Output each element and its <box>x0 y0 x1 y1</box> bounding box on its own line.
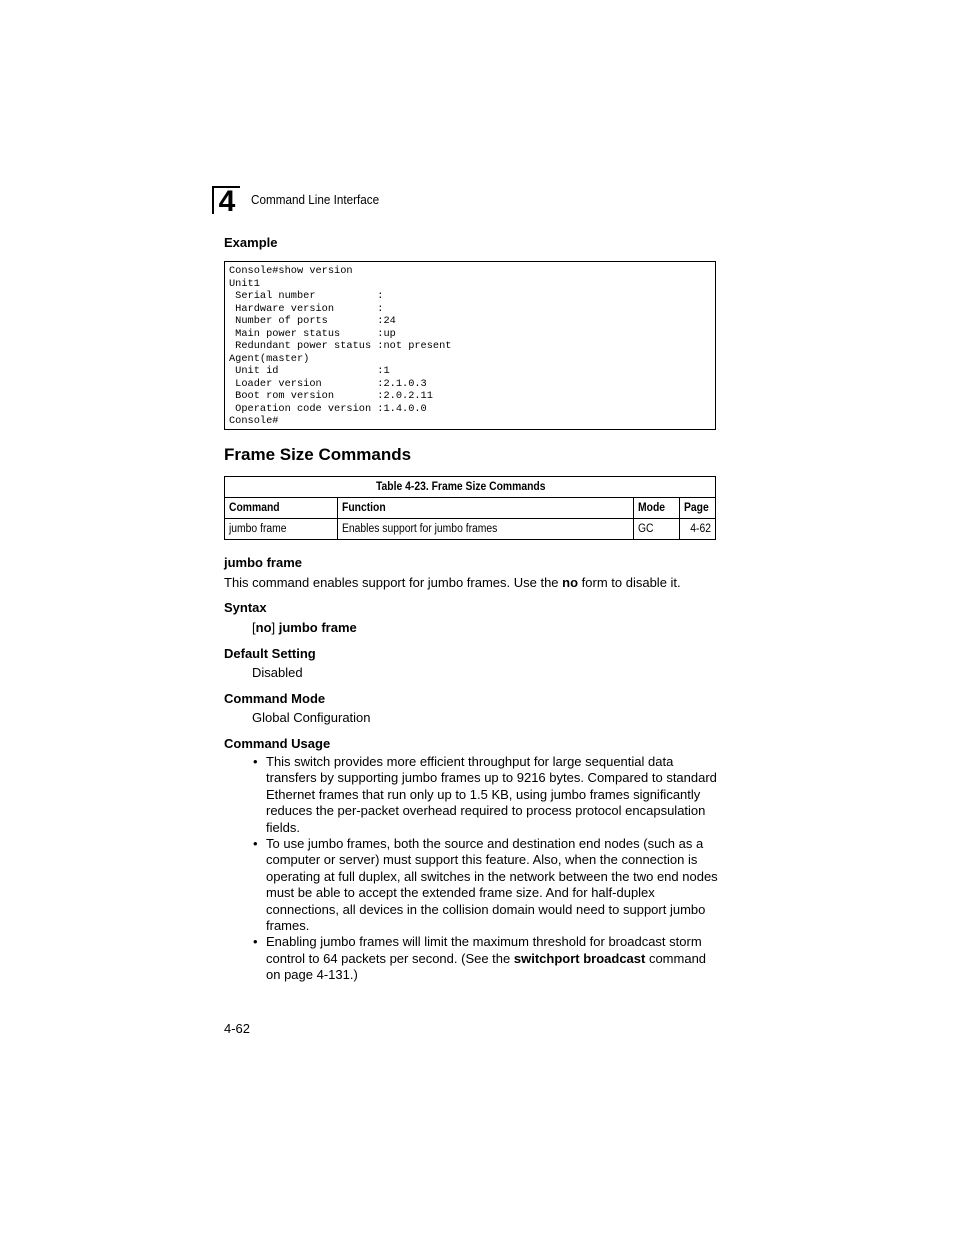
command-usage-heading: Command Usage <box>224 736 331 751</box>
command-name: jumbo frame <box>224 555 303 570</box>
cell-mode: GC <box>633 519 679 540</box>
code-line: Redundant power status :not present <box>229 340 452 352</box>
example-heading: Example <box>224 235 278 250</box>
frame-size-commands-table <box>224 476 716 540</box>
code-line: Main power status :up <box>229 327 396 340</box>
column-header-function: Function <box>337 498 633 519</box>
column-header-page: Page <box>679 498 716 519</box>
cell-function: Enables support for jumbo frames <box>337 519 633 540</box>
command-mode-heading: Command Mode <box>224 691 326 706</box>
column-header-command: Command <box>225 498 338 519</box>
command-usage-list <box>252 754 718 984</box>
code-line: Number of ports :24 <box>229 315 396 327</box>
cell-command: jumbo frame <box>225 519 338 540</box>
page-number: 4-62 <box>224 1021 251 1036</box>
cell-page: 4-62 <box>679 519 716 540</box>
table-caption: Table 4-23. Frame Size Commands <box>225 477 716 498</box>
code-line: Serial number : <box>229 290 384 302</box>
code-line: Agent(master) <box>229 352 310 365</box>
syntax-heading: Syntax <box>224 600 267 615</box>
chapter-number: 4 <box>212 186 240 214</box>
code-line: Console# <box>229 415 279 427</box>
code-line: Unit id :1 <box>229 365 390 377</box>
default-setting-value: Disabled <box>252 665 303 680</box>
table-row <box>225 519 716 540</box>
code-line: Console#show version <box>229 265 353 277</box>
list-item: • This switch provides more efficient throughput for large sequential data transfers by supporting jumbo frames up to 9216 bytes. Compared to standard Ethernet frames that run only up to 1.5 KB, using jumbo frames significantly reduces the per-packet overhead required to process protocol encapsulation fields. <box>252 754 718 836</box>
code-line: Unit1 <box>229 277 260 290</box>
code-line: Hardware version : <box>229 302 384 315</box>
table-header-row <box>225 498 716 519</box>
command-description: This command enables support for jumbo frames. Use the no form to disable it. <box>224 575 681 590</box>
syntax-line: [no] jumbo frame <box>252 620 357 635</box>
list-item: • Enabling jumbo frames will limit the maximum threshold for broadcast storm control to 64 packets per second. (See the switchport broadcast command on page 4-131.) <box>252 934 718 983</box>
list-item: • To use jumbo frames, both the source and destination end nodes (such as a computer or server) must support this feature. Also, when the connection is operating at full duplex, all switches in the network between the two end nodes must be able to accept the extended frame size. And for half-duplex connections, all devices in the collision domain would need to support jumbo frames. <box>252 836 718 934</box>
default-setting-heading: Default Setting <box>224 646 316 661</box>
section-title: Frame Size Commands <box>224 445 412 464</box>
code-line: Loader version :2.1.0.3 <box>229 377 427 390</box>
code-example <box>224 261 716 430</box>
code-line: Boot rom version :2.0.2.11 <box>229 390 433 402</box>
code-line: Operation code version :1.4.0.0 <box>229 402 427 415</box>
command-mode-value: Global Configuration <box>252 710 371 725</box>
column-header-mode: Mode <box>633 498 679 519</box>
running-title: Command Line Interface <box>251 192 380 207</box>
